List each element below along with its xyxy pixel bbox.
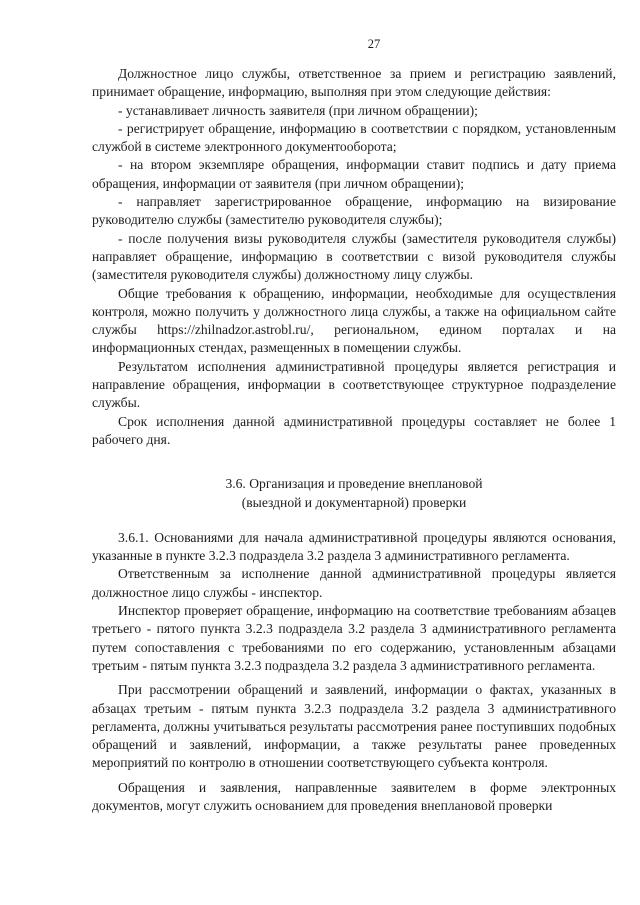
page-number: 27 bbox=[367, 37, 381, 51]
list-item: - после получения визы руководителя службы (заместителя руководителя службы) направляет обращение, информацию в соответствии с визой руководителя службы (заместителя руководителя службы) должностному лицу службы. bbox=[92, 230, 616, 283]
section-heading-line: (выездной и документарной) проверки bbox=[241, 494, 467, 510]
paragraph: Ответственным за исполнение данной административной процедуры является должностное лицо службы - инспектор. bbox=[92, 566, 616, 600]
paragraph: Инспектор проверяет обращение, информацию на соответствие требованиям абзацев третьего - пятого пункта 3.2.3 подраздела 3.2 раздела 3 административного регламента путем сопоставления с требованиями по его содержанию, установленным абзацами третьим - пятым пункта 3.2.3 подраздела 3.2 раздела 3 административного регламента. bbox=[92, 603, 616, 673]
paragraph: При рассмотрении обращений и заявлений, информации о фактах, указанных в абзацах третьим - пятым пункта 3.2.3 подраздела 3.2 раздела 3 административного регламента, должны учитываться результаты рассмотрения ранее поступивших подобных обращений и заявлений, информации, а также результаты ранее проведенных мероприятий по контролю в отношении соответствующего субъекта контроля. bbox=[92, 682, 616, 771]
section-heading-line: 3.6. Организация и проведение внеплановой bbox=[225, 476, 483, 492]
paragraph: Срок исполнения данной административной процедуры составляет не более 1 рабочего дня. bbox=[92, 413, 616, 447]
list-item: - устанавливает личность заявителя (при личном обращении); bbox=[118, 102, 478, 118]
list-item: - направляет зарегистрированное обращение, информацию на визирование руководителю службы (заместителю руководителя службы); bbox=[92, 194, 616, 228]
paragraph: Общие требования к обращению, информации, необходимые для осуществления контроля, можно получить у должностного лица службы, а также на официальном сайте службы https://zhilnadzor.astrobl.ru/, региональном, едином порталах и на информационных стендах, размещенных в помещении службы. bbox=[92, 285, 616, 356]
list-item: - на втором экземпляре обращения, информации ставит подпись и дату приема обращения, информации от заявителя (при личном обращении); bbox=[92, 157, 616, 191]
list-item: - регистрирует обращение, информацию в соответствии с порядком, установленным службой в системе электронного документооборота; bbox=[92, 120, 616, 155]
paragraph: Обращения и заявления, направленные заявителем в форме электронных документов, могут служить основанием для проведения внеплановой проверки bbox=[92, 779, 616, 813]
paragraph: 3.6.1. Основаниями для начала административной процедуры являются основания, указанные в пункте 3.2.3 подраздела 3.2 раздела 3 административного регламента. bbox=[92, 529, 616, 564]
paragraph: Должностное лицо службы, ответственное за прием и регистрацию заявлений, принимает обращение, информацию, выполняя при этом следующие действия: bbox=[92, 66, 616, 100]
paragraph: Результатом исполнения административной процедуры является регистрация и направление обращения, информации в соответствующее структурное подразделение службы. bbox=[92, 358, 616, 411]
section-heading bbox=[92, 475, 616, 512]
bottom-section bbox=[92, 529, 616, 815]
top-section bbox=[92, 65, 616, 449]
